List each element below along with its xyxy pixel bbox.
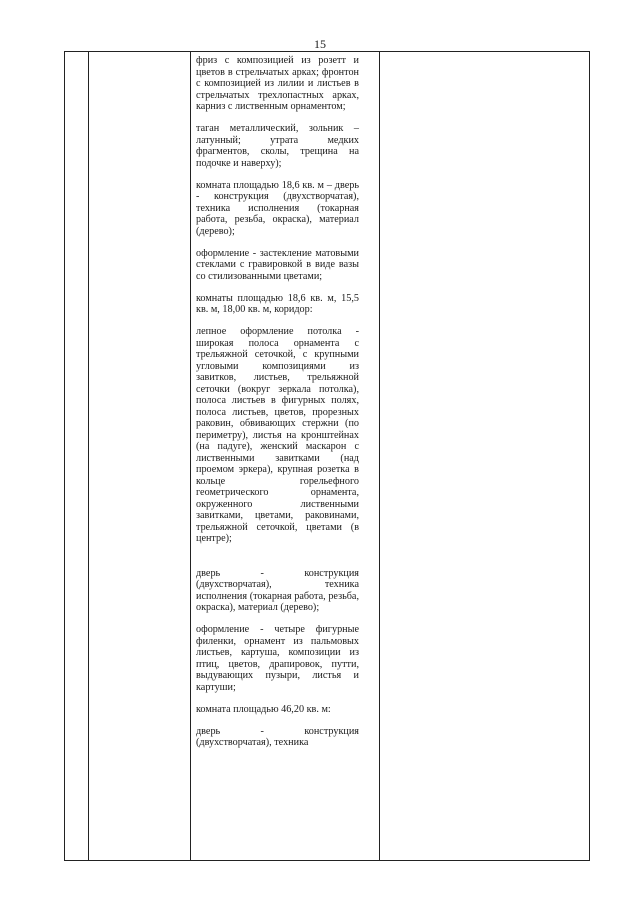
paragraph: дверь - конструкция (двухстворчатая), техника xyxy=(196,725,359,748)
paragraph: комната площадью 46,20 кв. м: xyxy=(196,703,331,715)
paragraph: комната площадью 18,6 кв. м – дверь - конструкция (двухстворчатая), техника исполнения (токарная работа, резьба, окраска), материал (дерево); xyxy=(196,179,359,237)
paragraph: лепное оформление потолка - широкая полоса орнамента с трельяжной сеточкой, с крупными угловыми композициями из завитков, листьев, трельяжной сеточки (вокруг зеркала потолка), полоса листьев в фигурных полях, полоса листьев, цветов, прорезных раковин, обвивающих стержни (по периметру), листья на кронштейнах (на падуге), женский маскарон с лиственными завитками (над проемом эркера), крупная розетка в кольце горельефного геометрического орнамента, окруженного лиственными завитками, цветами, раковинами, трельяжной сеточкой, цветами (в центре); xyxy=(196,326,359,544)
column-divider-2 xyxy=(190,52,191,860)
column-divider-3 xyxy=(379,52,380,860)
paragraph: оформление - застекление матовыми стеклами с гравировкой в виде вазы со стилизованными цветами; xyxy=(196,247,359,282)
paragraph: комнаты площадью 18,6 кв. м, 15,5 кв. м, 18,00 кв. м, коридор: xyxy=(196,292,359,315)
description-cell xyxy=(196,55,359,759)
paragraph: дверь - конструкция (двухстворчатая), техника исполнения (токарная работа, резьба, окраска), материал (дерево); xyxy=(196,567,359,613)
paragraph: таган металлический, зольник – латунный; утрата медких фрагментов, сколы, трещина на подочке и наверху); xyxy=(196,123,359,169)
column-divider-1 xyxy=(88,52,89,860)
document-table xyxy=(64,51,590,861)
paragraph: оформление - четыре фигурные филенки, орнамент из пальмовых листьев, картуша, композиции из птиц, цветов, драпировок, путти, выдувающих пузыри, листья и картуши; xyxy=(196,624,359,693)
paragraph: фриз с композицией из розетт и цветов в стрельчатых арках; фронтон с композицией из лилии и листьев в стрельчатых трехлопастных арках, карниз с лиственным орнаментом; xyxy=(196,55,359,112)
page-number: 15 xyxy=(314,37,326,51)
